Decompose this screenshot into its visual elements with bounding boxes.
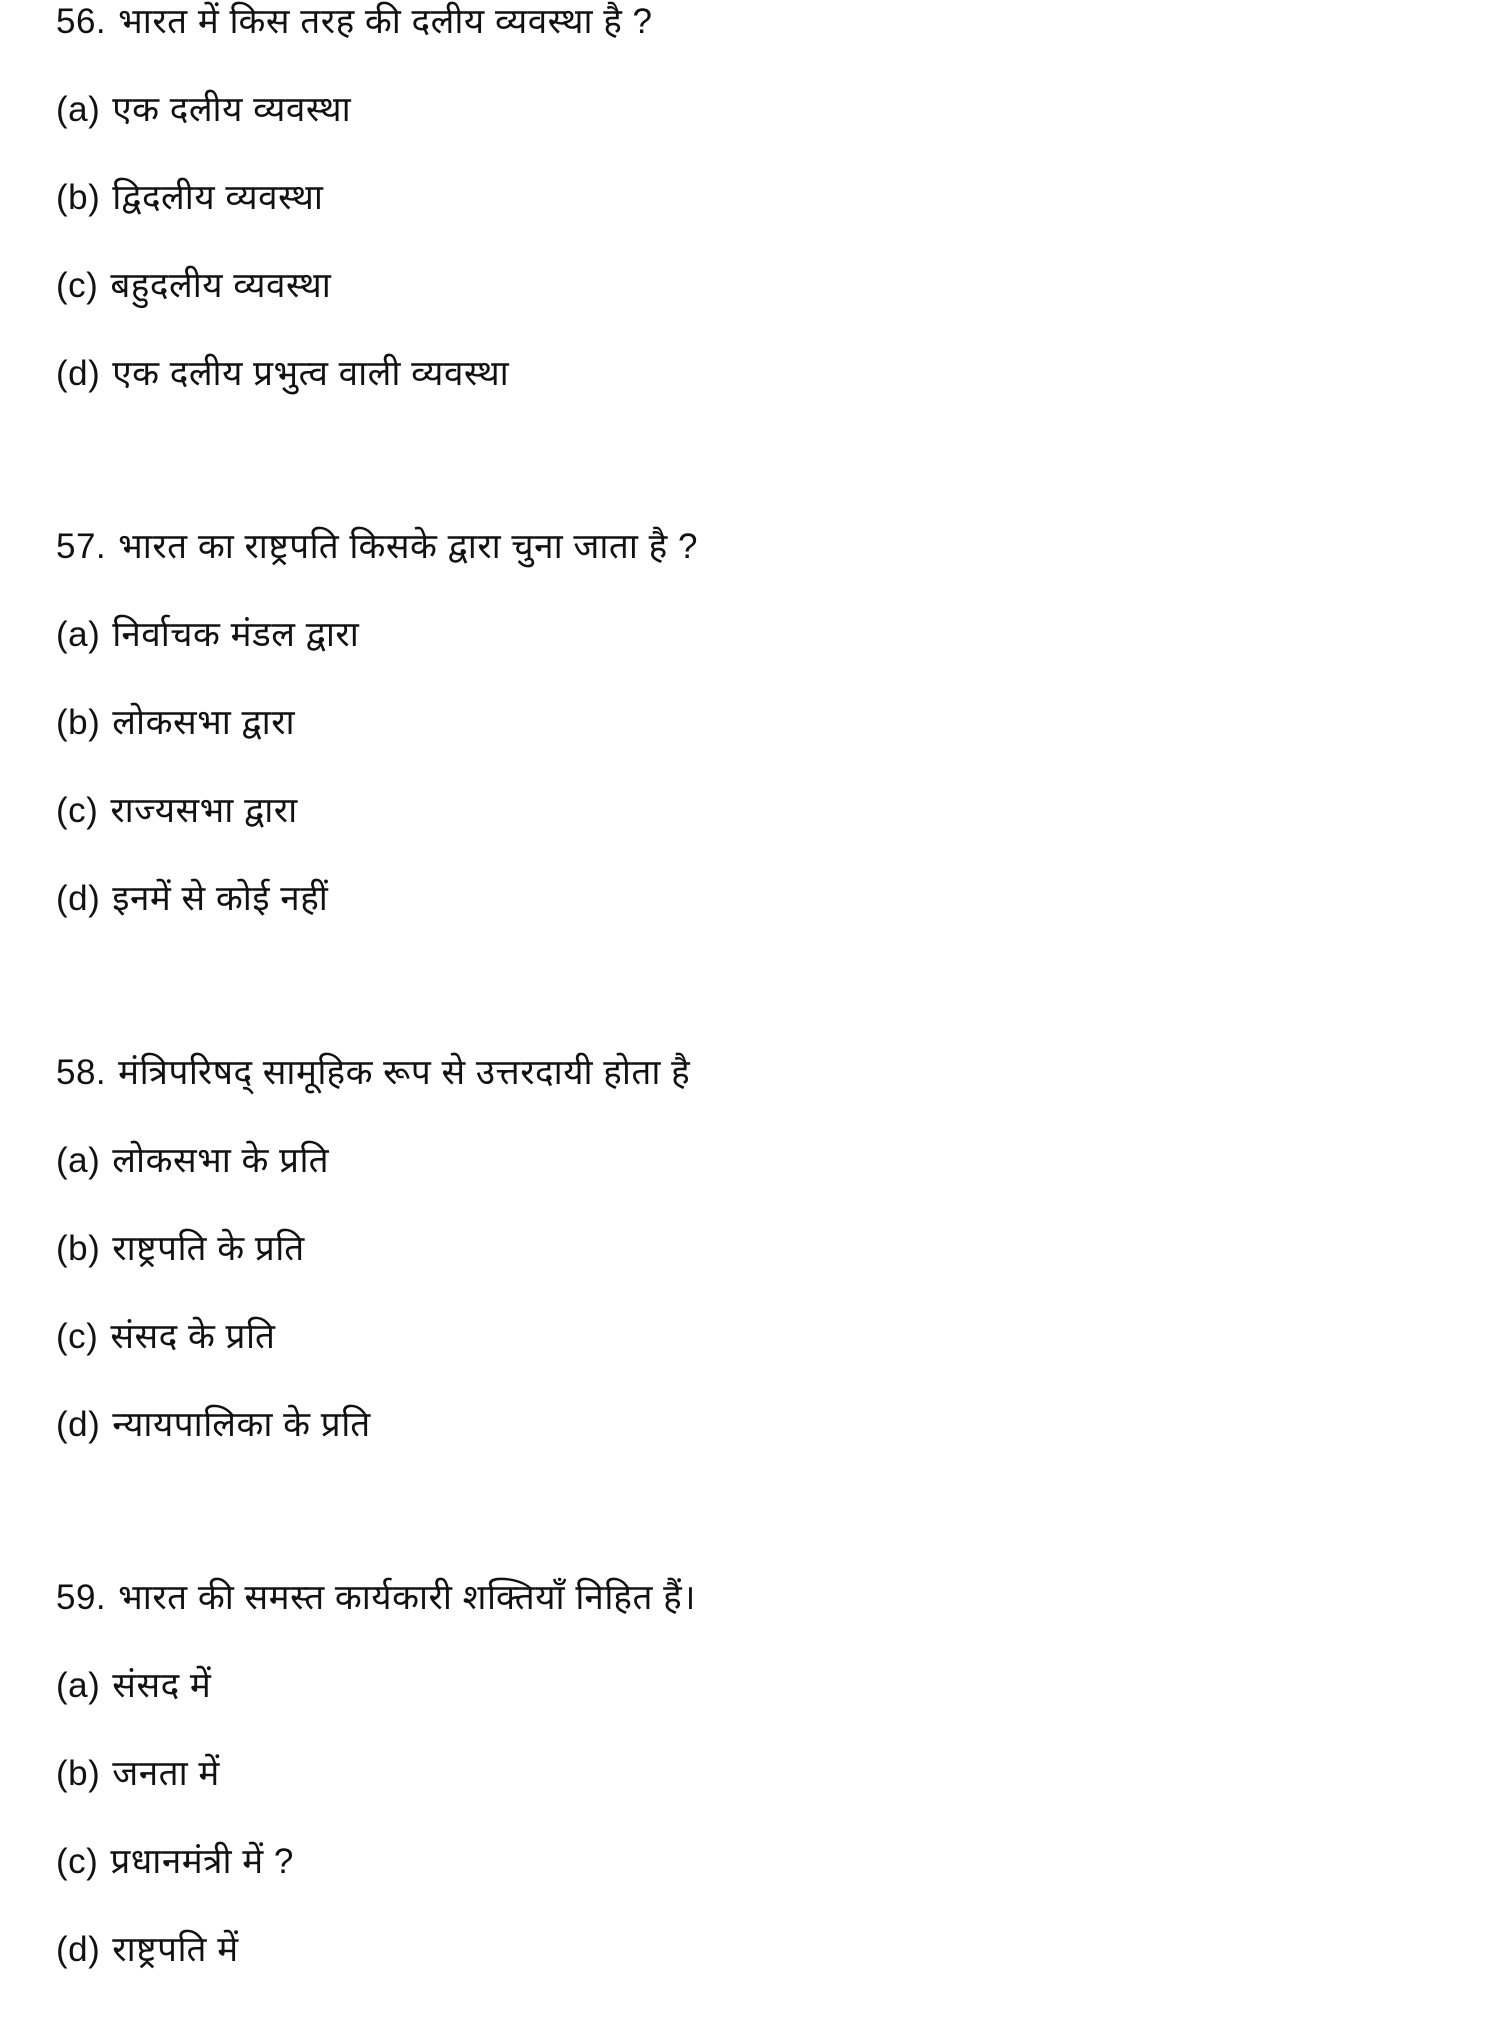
option-b: [56, 703, 295, 743]
option-label: (b): [56, 1754, 101, 1793]
option-text: न्यायपालिका के प्रति: [112, 1405, 371, 1444]
option-text: संसद में: [112, 1666, 212, 1705]
question-number: 58.: [56, 1053, 107, 1092]
option-text: द्विदलीय व्यवस्था: [112, 178, 324, 217]
option-label: (d): [56, 1930, 101, 1969]
option-label: (d): [56, 1405, 101, 1444]
option-label: (a): [56, 1666, 101, 1705]
question-number: 56.: [56, 2, 107, 41]
option-b: [56, 178, 323, 218]
option-text: राष्ट्रपति के प्रति: [112, 1229, 305, 1268]
option-text: प्रधानमंत्री में ?: [110, 1842, 294, 1881]
option-d: [56, 1930, 239, 1970]
question-59: [56, 1578, 696, 1618]
option-label: (c): [56, 791, 99, 830]
option-text: बहुदलीय व्यवस्था: [110, 266, 332, 305]
option-text: राज्यसभा द्वारा: [110, 791, 298, 830]
question-56: [56, 2, 653, 42]
option-text: लोकसभा द्वारा: [112, 703, 296, 742]
option-label: (b): [56, 1229, 101, 1268]
question-text: भारत में किस तरह की दलीय व्यवस्था है ?: [118, 2, 653, 41]
option-c: [56, 1317, 275, 1357]
option-b: [56, 1229, 305, 1269]
option-text: जनता में: [112, 1754, 220, 1793]
option-text: लोकसभा के प्रति: [112, 1141, 330, 1180]
option-a: [56, 1141, 329, 1181]
option-label: (a): [56, 615, 101, 654]
question-number: 57.: [56, 527, 107, 566]
option-label: (b): [56, 178, 101, 217]
option-label: (b): [56, 703, 101, 742]
option-text: संसद के प्रति: [110, 1317, 276, 1356]
option-d: [56, 879, 328, 919]
question-57: [56, 527, 698, 567]
option-label: (a): [56, 90, 101, 129]
question-number: 59.: [56, 1578, 107, 1617]
option-a: [56, 615, 359, 655]
question-text: मंत्रिपरिषद् सामूहिक रूप से उत्तरदायी होता है: [118, 1053, 691, 1092]
option-label: (c): [56, 1317, 99, 1356]
option-d: [56, 1405, 371, 1445]
option-d: [56, 354, 509, 394]
option-a: [56, 90, 351, 130]
option-text: राष्ट्रपति में: [112, 1930, 239, 1969]
option-text: निर्वाचक मंडल द्वारा: [112, 615, 360, 654]
question-text: भारत का राष्ट्रपति किसके द्वारा चुना जाता है ?: [118, 527, 698, 566]
option-c: [56, 791, 298, 831]
option-label: (a): [56, 1141, 101, 1180]
option-b: [56, 1754, 220, 1794]
option-c: [56, 266, 331, 306]
option-label: (c): [56, 1842, 99, 1881]
option-a: [56, 1666, 211, 1706]
option-label: (d): [56, 354, 101, 393]
option-label: (c): [56, 266, 99, 305]
option-text: इनमें से कोई नहीं: [112, 879, 329, 918]
option-label: (d): [56, 879, 101, 918]
question-58: [56, 1053, 690, 1093]
option-text: एक दलीय व्यवस्था: [112, 90, 352, 129]
question-text: भारत की समस्त कार्यकारी शक्तियाँ निहित हैं।: [118, 1578, 696, 1617]
option-text: एक दलीय प्रभुत्व वाली व्यवस्था: [112, 354, 510, 393]
option-c: [56, 1842, 294, 1882]
